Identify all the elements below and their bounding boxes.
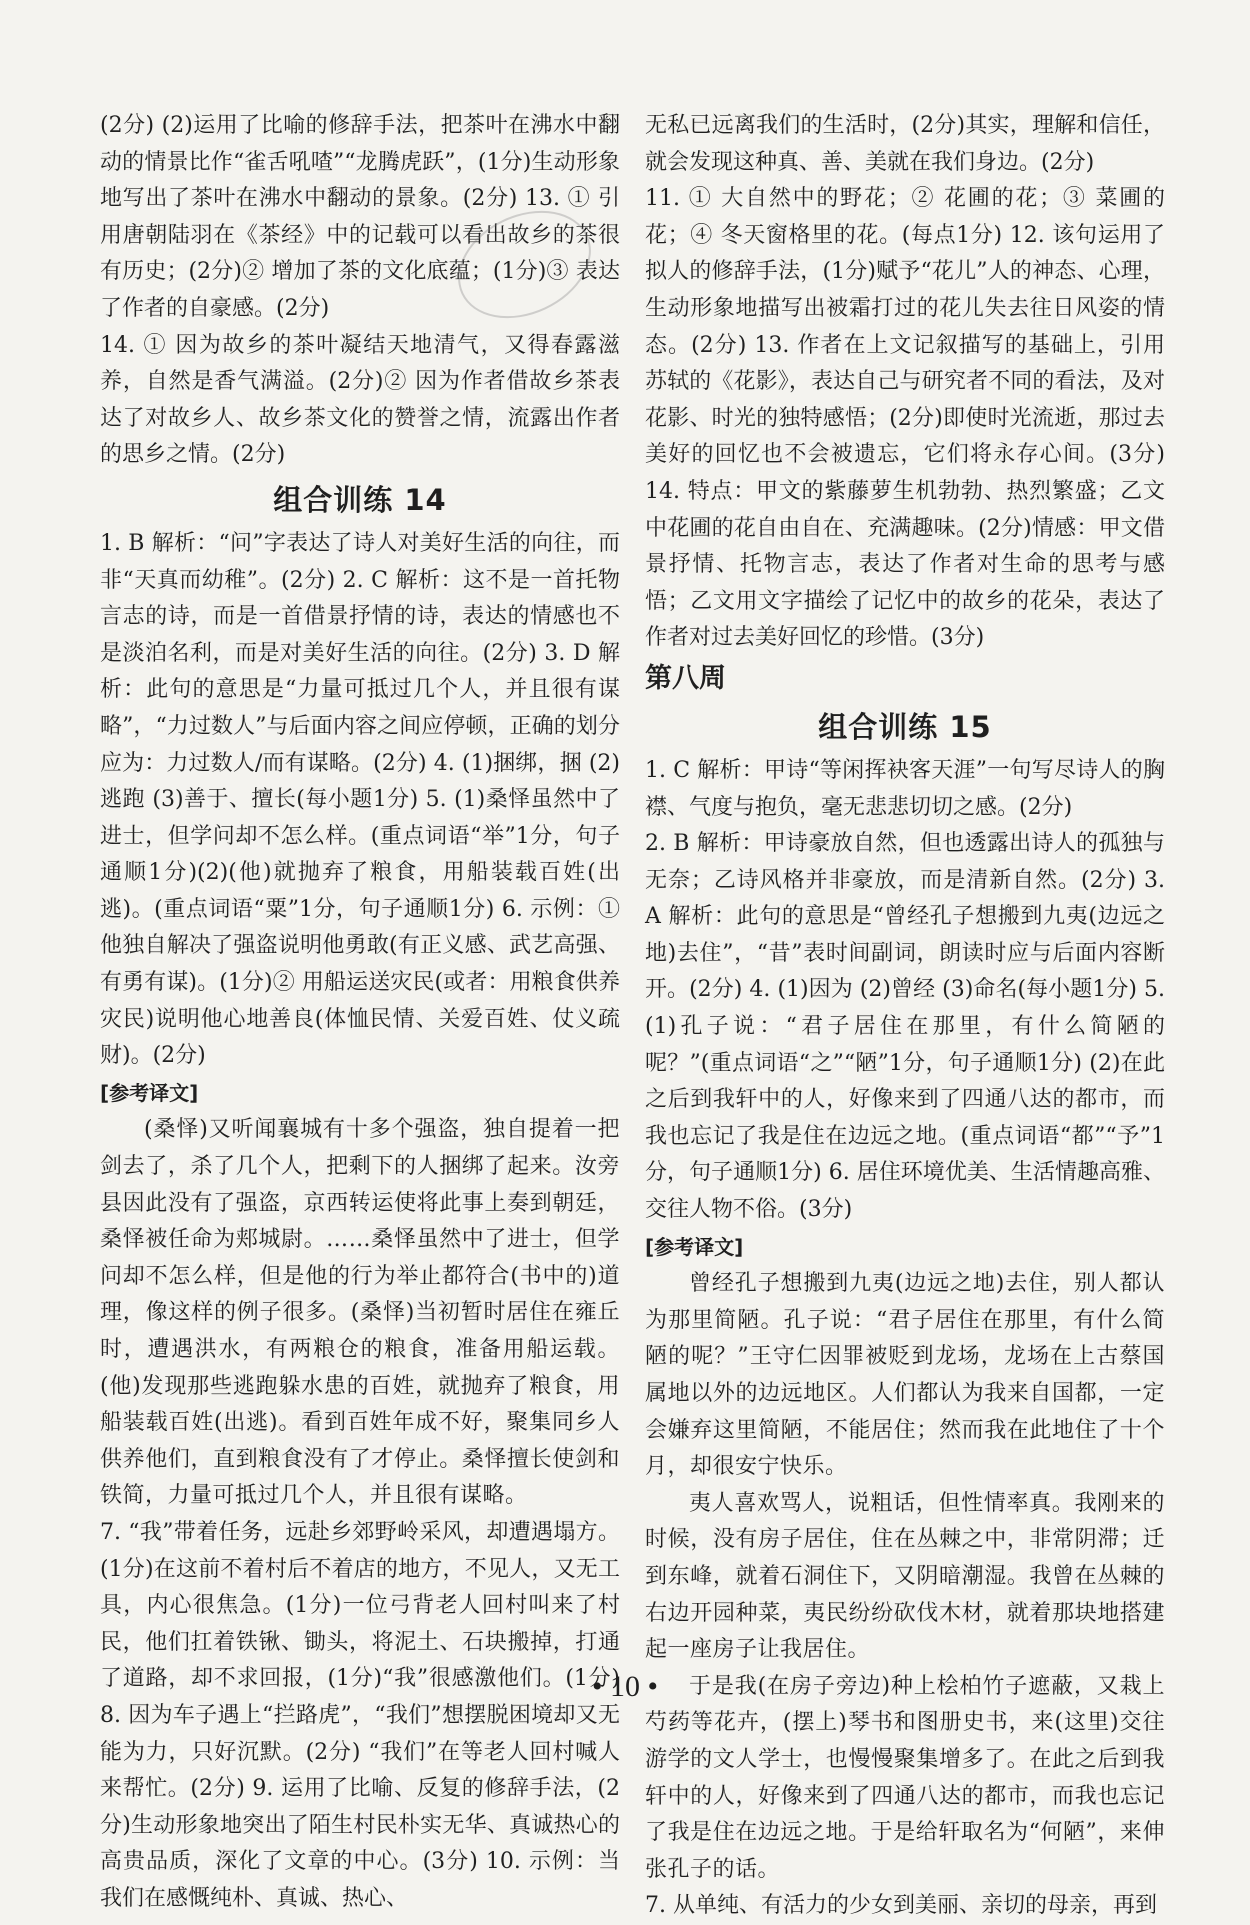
reference-translation-label: [参考译文] bbox=[100, 1080, 199, 1105]
answer-text: 11. ① 大自然中的野花；② 花圃的花；③ 菜圃的花；④ 冬天窗格里的花。(每点1分) 12. 该句运用了拟人的修辞手法，(1分)赋予“花儿”人的神态、心理，生动形象地描写出被霜打过的花儿失去往日风姿的情态。(2分) 13. 作者在上文记叙描写的基础上，引用苏轼的《花影》，表达自己与研究者不同的看法，及对花影、时光的独特感悟；(2分)即使时光流逝，那过去美好的回忆也不会被遗忘，它们将永存心间。(3分) 14. 特点：甲文的紫藤萝生机勃勃、热烈繁盛；乙文中花圃的花自由自在、充满趣味。(2分)情感：甲文借景抒情、托物言志，表达了作者对生命的思考与感悟；乙文用文字描绘了记忆中的故乡的花朵，表达了作者对过去美好回忆的珍惜。(3分) bbox=[645, 186, 1165, 651]
translation-paragraph: 夷人喜欢骂人，说粗话，但性情率真。我刚来的时候，没有房子居住，住在丛棘之中，非常阴滞；迁到东峰，就着石洞住下，又阴暗潮湿。我曾在丛棘的右边开园种菜，夷民纷纷砍伐木材，就着那块地搭建起一座房子让我居住。 bbox=[645, 1490, 1165, 1663]
answer-text: 无私已远离我们的生活时，(2分)其实，理解和信任，就会发现这种真、善、美就在我们身边。(2分) bbox=[645, 113, 1165, 175]
page-number: • 10 • bbox=[591, 1670, 658, 1703]
translation-paragraph: 曾经孔子想搬到九夷(边远之地)去住，别人都认为那里简陋。孔子说：“君子居住在那里，有什么简陋的呢？”王守仁因罪被贬到龙场，龙场在上古蔡国属地以外的边远地区。人们都认为我来自国都，一定会嫌弃这里简陋，不能居住；然而我在此地住了十个月，却很安宁快乐。 bbox=[645, 1271, 1165, 1480]
section-heading: 组合训练 15 bbox=[818, 709, 992, 744]
section-heading: 组合训练 14 bbox=[273, 482, 447, 517]
answer-text: 1. B 解析：“问”字表达了诗人对美好生活的向往，而非“天真而幼稚”。(2分) 2. C 解析：这不是一首托物言志的诗，而是一首借景抒情的诗，表达的情感也不是淡泊名利，而是对美好生活的向往。(2分) 3. D 解析：此句的意思是“力量可抵过几个人，并且很有谋略”，“力过数人”与后面内容之间应停顿，正确的划分应为：力过数人/而有谋略。(2分) 4. (1)捆绑，捆 (2)逃跑 (3)善于、擅长(每小题1分) 5. (1)桑怿虽然中了进士，但学问却不怎么样。(重点词语“举”1分，句子通顺1分)(2)(他)就抛弃了粮食，用船装载百姓(出逃)。(重点词语“粟”1分，句子通顺1分) 6. 示例：① 他独自解决了强盗说明他勇敢(有正义感、武艺高强、有勇有谋)。(1分)② 用船运送灾民(或者：用粮食供养灾民)说明他心地善良(体恤民情、关爱百姓、仗义疏财)。(2分) bbox=[100, 530, 620, 1069]
answer-text: 2. B 解析：甲诗豪放自然，但也透露出诗人的孤独与无奈；乙诗风格并非豪放，而是清新自然。(2分) 3. A 解析：此句的意思是“曾经孔子想搬到九夷(边远之地)去住”，“昔”表时间副词，朗读时应与后面内容断开。(2分) 4. (1)因为 (2)曾经 (3)命名(每小题1分) 5. (1)孔子说：“君子居住在那里，有什么简陋的呢？”(重点词语“之”“陋”1分，句子通顺1分) (2)在此之后到我轩中的人，好像来到了四通八达的都市，而我也忘记了我是住在边远之地。(重点词语“都”“予”1分，句子通顺1分) 6. 居住环境优美、生活情趣高雅、交往人物不俗。(3分) bbox=[645, 831, 1165, 1223]
answer-text: (2分) (2)运用了比喻的修辞手法，把茶叶在沸水中翻动的情景比作“雀舌吼喳”“龙腾虎跃”，(1分)生动形象地写出了茶叶在沸水中翻动的景象。(2分) 13. ① 引用唐朝陆羽在《茶经》中的记载可以看出故乡的茶很有历史；(2分)② 增加了茶的文化底蕴；(1分)③ 表达了作者的自豪感。(2分) bbox=[100, 113, 620, 321]
right-column bbox=[645, 108, 1165, 1925]
week-heading: 第八周 bbox=[645, 662, 726, 694]
answer-text: 1. C 解析：甲诗“等闲挥袂客天涯”一句写尽诗人的胸襟、气度与抱负，毫无悲悲切切之感。(2分) bbox=[645, 757, 1165, 820]
answer-text: 14. ① 因为故乡的茶叶凝结天地清气，又得春露滋养，自然是香气满溢。(2分)② 因为作者借故乡茶表达了对故乡人、故乡茶文化的赞誉之情，流露出作者的思乡之情。(2分) bbox=[100, 332, 620, 468]
reference-translation-label: [参考译文] bbox=[645, 1234, 744, 1259]
answer-text: 7. 从单纯、有活力的少女到美丽、亲切的母亲，再到 bbox=[645, 1893, 1157, 1919]
translation-paragraph: (桑怿)又听闻襄城有十多个强盗，独自提着一把剑去了，杀了几个人，把剩下的人捆绑了起来。汝旁县因此没有了强盗，京西转运使将此事上奏到朝廷，桑怿被任命为郏城尉。……桑怿虽然中了进士，但学问却不怎么样，但是他的行为举止都符合(书中的)道理，像这样的例子很多。(桑怿)当初暂时居住在雍丘时，遭遇洪水，有两粮仓的粮食，准备用船运载。(他)发现那些逃跑躲水患的百姓，就抛弃了粮食，用船装载百姓(出逃)。看到百姓年成不好，聚集同乡人供养他们，直到粮食没有了才停止。桑怿擅长使剑和铁简，力量可抵过几个人，并且很有谋略。 bbox=[100, 1117, 620, 1509]
left-column bbox=[100, 108, 620, 1918]
answer-text: 7. “我”带着任务，远赴乡郊野岭采风，却遭遇塌方。(1分)在这前不着村后不着店的地方，不见人，又无工具，内心很焦急。(1分)一位弓背老人回村叫来了村民，他们扛着铁锹、锄头，将泥土、石块搬掉，打通了道路，却不求回报，(1分)“我”很感激他们。(1分) 8. 因为车子遇上“拦路虎”，“我们”想摆脱困境却又无能为力，只好沉默。(2分) “我们”在等老人回村喊人来帮忙。(2分) 9. 运用了比喻、反复的修辞手法，(2分)生动形象地突出了陌生村民朴实无华、真诚热心的高贵品质，深化了文章的中心。(3分) 10. 示例：当我们在感慨纯朴、真诚、热心、 bbox=[100, 1519, 620, 1911]
translation-paragraph: 于是我(在房子旁边)种上桧柏竹子遮蔽，又栽上芍药等花卉，(摆上)琴书和图册史书，来(这里)交往游学的文人学士，也慢慢聚集增多了。在此之后到我轩中的人，好像来到了四通八达的都市，而我也忘记了我是住在边远之地。于是给轩取名为“何陋”，来伸张孔子的话。 bbox=[645, 1673, 1165, 1882]
